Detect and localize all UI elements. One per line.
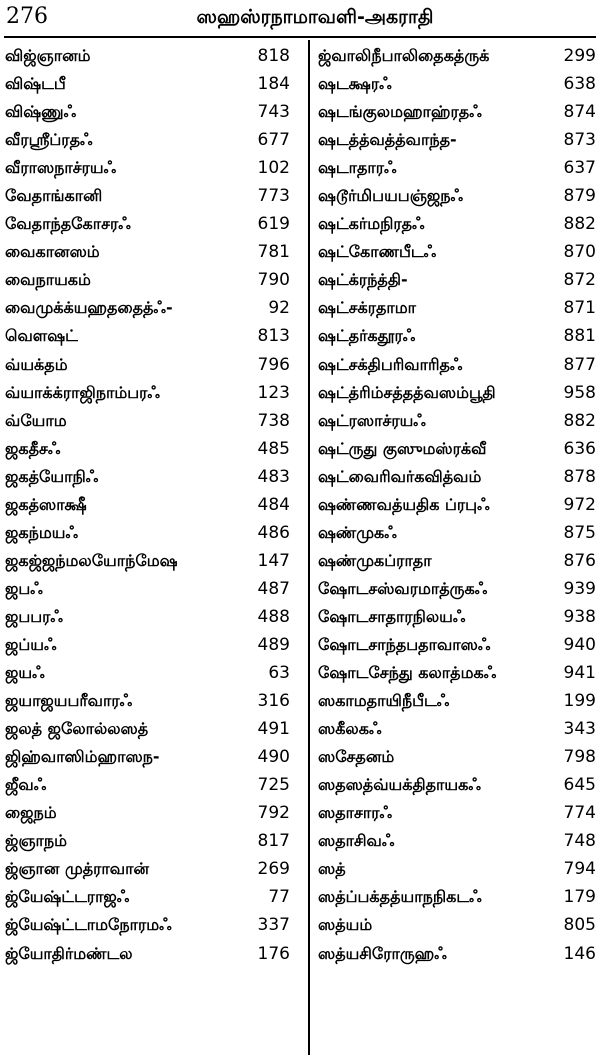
- entry-number: 619: [257, 214, 290, 235]
- entry-term: வைநாயகம்: [5, 270, 91, 290]
- entry-number: 63: [268, 663, 290, 684]
- entry-term: ஜ்ஞாநம்: [5, 831, 68, 851]
- entry-term: ஸசேதனம்: [318, 747, 395, 767]
- entry-term: வேதாங்கானி: [5, 186, 103, 206]
- entry-term: ஷட்சக்ரதாமா: [318, 298, 417, 318]
- entry-number: 269: [257, 859, 290, 880]
- index-entry: [318, 294, 596, 322]
- index-entry: [318, 771, 596, 799]
- index-entry: [5, 379, 300, 407]
- entry-term: வ்யோம: [5, 410, 67, 430]
- entry-term: ஷட்சக்திபரிவாரிதஃ: [318, 354, 463, 374]
- entry-number: 958: [563, 382, 596, 403]
- entry-term: ஜகந்மயஃ: [5, 522, 78, 542]
- entry-term: வ்யக்தம்: [5, 354, 68, 374]
- index-entry: [318, 687, 596, 715]
- entry-number: 491: [257, 719, 290, 740]
- entry-number: 490: [257, 747, 290, 768]
- entry-number: 790: [257, 270, 290, 291]
- entry-number: 485: [257, 438, 290, 459]
- index-entry: [5, 70, 300, 98]
- entry-number: 938: [563, 606, 596, 627]
- entry-number: 147: [257, 550, 290, 571]
- entry-number: 805: [563, 915, 596, 936]
- entry-number: 818: [257, 46, 290, 66]
- index-entry: [5, 603, 300, 631]
- index-entry: [5, 463, 300, 491]
- index-entry: [5, 799, 300, 827]
- index-entry: [5, 940, 300, 968]
- entry-number: 794: [563, 859, 596, 880]
- index-entry: [5, 266, 300, 294]
- entry-number: 874: [563, 102, 596, 123]
- entry-term: ஷட்கர்மநிரதஃ: [318, 214, 425, 234]
- entry-term: ஜகஜ்ஜந்மலயோந்மேஷ: [5, 550, 178, 570]
- entry-term: ஜலத் ஜலோல்லஸத்: [5, 719, 149, 739]
- entry-term: ஜ்ஞான முத்ராவான்: [5, 859, 149, 879]
- entry-number: 870: [563, 242, 596, 263]
- entry-term: ஷடாதாரஃ: [318, 158, 397, 178]
- index-entry: [318, 182, 596, 210]
- right-index-column: [318, 42, 596, 1052]
- entry-number: 798: [563, 747, 596, 768]
- entry-number: 748: [563, 831, 596, 852]
- entry-term: ஷடத்த்வத்த்வாந்த-: [318, 130, 457, 150]
- index-entry: [5, 42, 300, 70]
- entry-term: வைகானஸம்: [5, 242, 100, 262]
- index-entry: [318, 603, 596, 631]
- entry-term: வீரஸ்ரீப்ரதஃ: [5, 130, 93, 150]
- entry-term: ஷட்க்ரந்த்தி-: [318, 270, 408, 290]
- entry-term: ஜகதீசஃ: [5, 438, 61, 458]
- entry-number: 677: [257, 130, 290, 151]
- entry-term: ஷட்தர்கதூரஃ: [318, 326, 416, 346]
- entry-number: 774: [563, 803, 596, 824]
- index-entry: [318, 463, 596, 491]
- page-title: ஸஹஸ்ரநாமாவளி-அகராதி: [196, 6, 434, 28]
- entry-term: ஜைநம்: [5, 803, 57, 823]
- index-entry: [5, 210, 300, 238]
- entry-term: ஸத்: [318, 859, 346, 879]
- entry-number: 92: [268, 298, 290, 319]
- entry-number: 123: [257, 382, 290, 403]
- entry-term: ஸகீலகஃ: [318, 719, 382, 739]
- entry-term: ஜ்வாலிநீபாலிதைகத்ருக்: [318, 46, 490, 65]
- entry-term: வெளஷட்: [5, 326, 78, 346]
- entry-number: 941: [563, 663, 596, 684]
- entry-number: 146: [563, 943, 596, 964]
- entry-number: 781: [257, 242, 290, 263]
- index-entry: [318, 743, 596, 771]
- index-entry: [5, 519, 300, 547]
- entry-number: 179: [563, 887, 596, 908]
- column-divider: [308, 40, 310, 1055]
- entry-number: 638: [563, 74, 596, 95]
- index-entry: [5, 631, 300, 659]
- entry-number: 316: [257, 691, 290, 712]
- entry-number: 176: [257, 943, 290, 964]
- entry-term: ஸத்யம்: [318, 915, 373, 935]
- entry-number: 972: [563, 494, 596, 515]
- entry-term: வ்யாக்க்ராஜிநாம்பரஃ: [5, 382, 160, 402]
- index-entry: [318, 855, 596, 883]
- index-entry: [5, 238, 300, 266]
- index-entry: [318, 126, 596, 154]
- index-entry: [5, 351, 300, 379]
- entry-term: ஜீவஃ: [5, 775, 47, 795]
- entry-number: 184: [257, 74, 290, 95]
- entry-number: 773: [257, 186, 290, 207]
- index-entry: [318, 210, 596, 238]
- index-entry: [5, 547, 300, 575]
- index-entry: [5, 154, 300, 182]
- index-entry: [318, 98, 596, 126]
- entry-term: ஜயாஜயபரீவாரஃ: [5, 691, 133, 711]
- index-entry: [5, 743, 300, 771]
- index-entry: [318, 266, 596, 294]
- index-entry: [318, 631, 596, 659]
- entry-term: ஸத்ப்பக்தத்யாநநிகடஃ: [318, 887, 482, 907]
- entry-number: 343: [563, 719, 596, 740]
- index-entry: [318, 238, 596, 266]
- entry-term: விஜ்ஞானம்: [5, 46, 91, 65]
- entry-number: 486: [257, 522, 290, 543]
- entry-number: 817: [257, 831, 290, 852]
- entry-number: 876: [563, 550, 596, 571]
- index-entry: [318, 799, 596, 827]
- entry-number: 940: [563, 634, 596, 655]
- entry-term: ஜபஃ: [5, 578, 43, 598]
- index-entry: [318, 519, 596, 547]
- index-entry: [318, 827, 596, 855]
- index-entry: [5, 575, 300, 603]
- entry-term: ஸதாசாரஃ: [318, 803, 392, 823]
- entry-number: 873: [563, 130, 596, 151]
- entry-term: ஷட்த்ரிம்சத்தத்வஸம்பூதி: [318, 382, 496, 402]
- entry-term: விஷ்ணுஃ: [5, 102, 77, 122]
- entry-number: 488: [257, 606, 290, 627]
- index-entry: [318, 154, 596, 182]
- index-entry: [318, 70, 596, 98]
- index-entry: [5, 687, 300, 715]
- index-entry: [318, 575, 596, 603]
- entry-term: ஸகாமதாயிநீபீடஃ: [318, 691, 450, 711]
- index-entry: [318, 911, 596, 939]
- entry-term: வேதாந்தகோசரஃ: [5, 214, 131, 234]
- entry-number: 645: [563, 775, 596, 796]
- entry-term: ஷட்கோணபீடஃ: [318, 242, 437, 262]
- entry-term: ஜ்யேஷ்ட்டாமநோரமஃ: [5, 915, 172, 935]
- entry-number: 882: [563, 410, 596, 431]
- entry-number: 879: [563, 186, 596, 207]
- entry-term: ஷோடசாந்தபதாவாஸஃ: [318, 634, 491, 654]
- index-entry: [5, 182, 300, 210]
- index-entry: [5, 715, 300, 743]
- entry-term: ஸத்யசிரோருஹஃ: [318, 943, 447, 963]
- index-entry: [5, 659, 300, 687]
- entry-number: 484: [257, 494, 290, 515]
- entry-number: 875: [563, 522, 596, 543]
- entry-number: 102: [257, 158, 290, 179]
- index-entry: [318, 883, 596, 911]
- entry-number: 487: [257, 578, 290, 599]
- entry-term: விஷ்டபீ: [5, 74, 66, 94]
- entry-number: 877: [563, 354, 596, 375]
- entry-number: 738: [257, 410, 290, 431]
- entry-term: வைமுக்க்யஹததைத்ஃ-: [5, 298, 173, 318]
- entry-term: ஷண்முகப்ராதா: [318, 550, 432, 570]
- index-entry: [318, 379, 596, 407]
- entry-term: ஷோடசாதாரநிலயஃ: [318, 606, 466, 626]
- index-entry: [318, 659, 596, 687]
- entry-number: 337: [257, 915, 290, 936]
- entry-number: 939: [563, 578, 596, 599]
- left-index-column: [5, 42, 300, 1052]
- entry-number: 483: [257, 466, 290, 487]
- index-entry: [318, 940, 596, 968]
- entry-number: 489: [257, 634, 290, 655]
- entry-term: ஜப்யஃ: [5, 634, 57, 654]
- header-rule: [4, 36, 596, 38]
- index-entry: [318, 715, 596, 743]
- entry-term: வீராஸநாச்ரயஃ: [5, 158, 117, 178]
- entry-number: 882: [563, 214, 596, 235]
- entry-term: ஷண்முகஃ: [318, 522, 397, 542]
- entry-term: ஷடக்ஷரஃ: [318, 74, 392, 94]
- entry-term: ஜகத்ஸாக்ஷீ: [5, 494, 87, 514]
- entry-number: 871: [563, 298, 596, 319]
- entry-number: 77: [268, 887, 290, 908]
- index-entry: [5, 491, 300, 519]
- entry-number: 299: [563, 46, 596, 66]
- index-entry: [5, 883, 300, 911]
- index-entry: [5, 435, 300, 463]
- entry-number: 199: [563, 691, 596, 712]
- index-entry: [5, 322, 300, 350]
- index-entry: [5, 855, 300, 883]
- index-entry: [318, 351, 596, 379]
- index-entry: [318, 491, 596, 519]
- index-entry: [318, 547, 596, 575]
- entry-term: ஜயஃ: [5, 663, 45, 683]
- index-entry: [5, 294, 300, 322]
- entry-number: 813: [257, 326, 290, 347]
- entry-term: ஷோடசஸ்வரமாத்ருகஃ: [318, 578, 488, 598]
- entry-number: 796: [257, 354, 290, 375]
- entry-number: 881: [563, 326, 596, 347]
- entry-term: ஸதாசிவஃ: [318, 831, 395, 851]
- page-header: [0, 0, 600, 38]
- index-entry: [5, 911, 300, 939]
- entry-term: ஜபபரஃ: [5, 606, 63, 626]
- entry-number: 637: [563, 158, 596, 179]
- entry-number: 872: [563, 270, 596, 291]
- entry-term: ஜிஹ்வாஸிம்ஹாஸந-: [5, 747, 160, 767]
- entry-term: ஷட்வைரிவர்கவித்வம்: [318, 466, 482, 486]
- entry-term: ஷட்ருது குஸுமஸ்ரக்வீ: [318, 438, 487, 458]
- entry-number: 792: [257, 803, 290, 824]
- index-entry: [5, 407, 300, 435]
- entry-term: ஜகத்யோநிஃ: [5, 466, 99, 486]
- index-entry: [5, 126, 300, 154]
- page-number: 276: [6, 4, 48, 29]
- index-entry: [5, 771, 300, 799]
- entry-term: ஸதஸத்வ்யக்திதாயகஃ: [318, 775, 481, 795]
- entry-term: ஜ்யோதிர்மண்டல: [5, 943, 133, 963]
- entry-term: ஷண்ணவத்யதிக ப்ரபுஃ: [318, 494, 490, 514]
- entry-term: ஷடங்குலமஹாஹ்ரதஃ: [318, 102, 482, 122]
- entry-number: 743: [257, 102, 290, 123]
- index-entry: [318, 322, 596, 350]
- entry-term: ஷோடசேந்து கலாத்மகஃ: [318, 663, 497, 683]
- entry-number: 878: [563, 466, 596, 487]
- index-entry: [318, 42, 596, 70]
- index-entry: [5, 98, 300, 126]
- entry-number: 636: [563, 438, 596, 459]
- index-entry: [318, 407, 596, 435]
- entry-term: ஜ்யேஷ்ட்டராஜஃ: [5, 887, 130, 907]
- index-entry: [318, 435, 596, 463]
- entry-term: ஷடூர்மிபயபஞ்ஜநஃ: [318, 186, 464, 206]
- entry-term: ஷட்ரஸாச்ரயஃ: [318, 410, 426, 430]
- entry-number: 725: [257, 775, 290, 796]
- index-entry: [5, 827, 300, 855]
